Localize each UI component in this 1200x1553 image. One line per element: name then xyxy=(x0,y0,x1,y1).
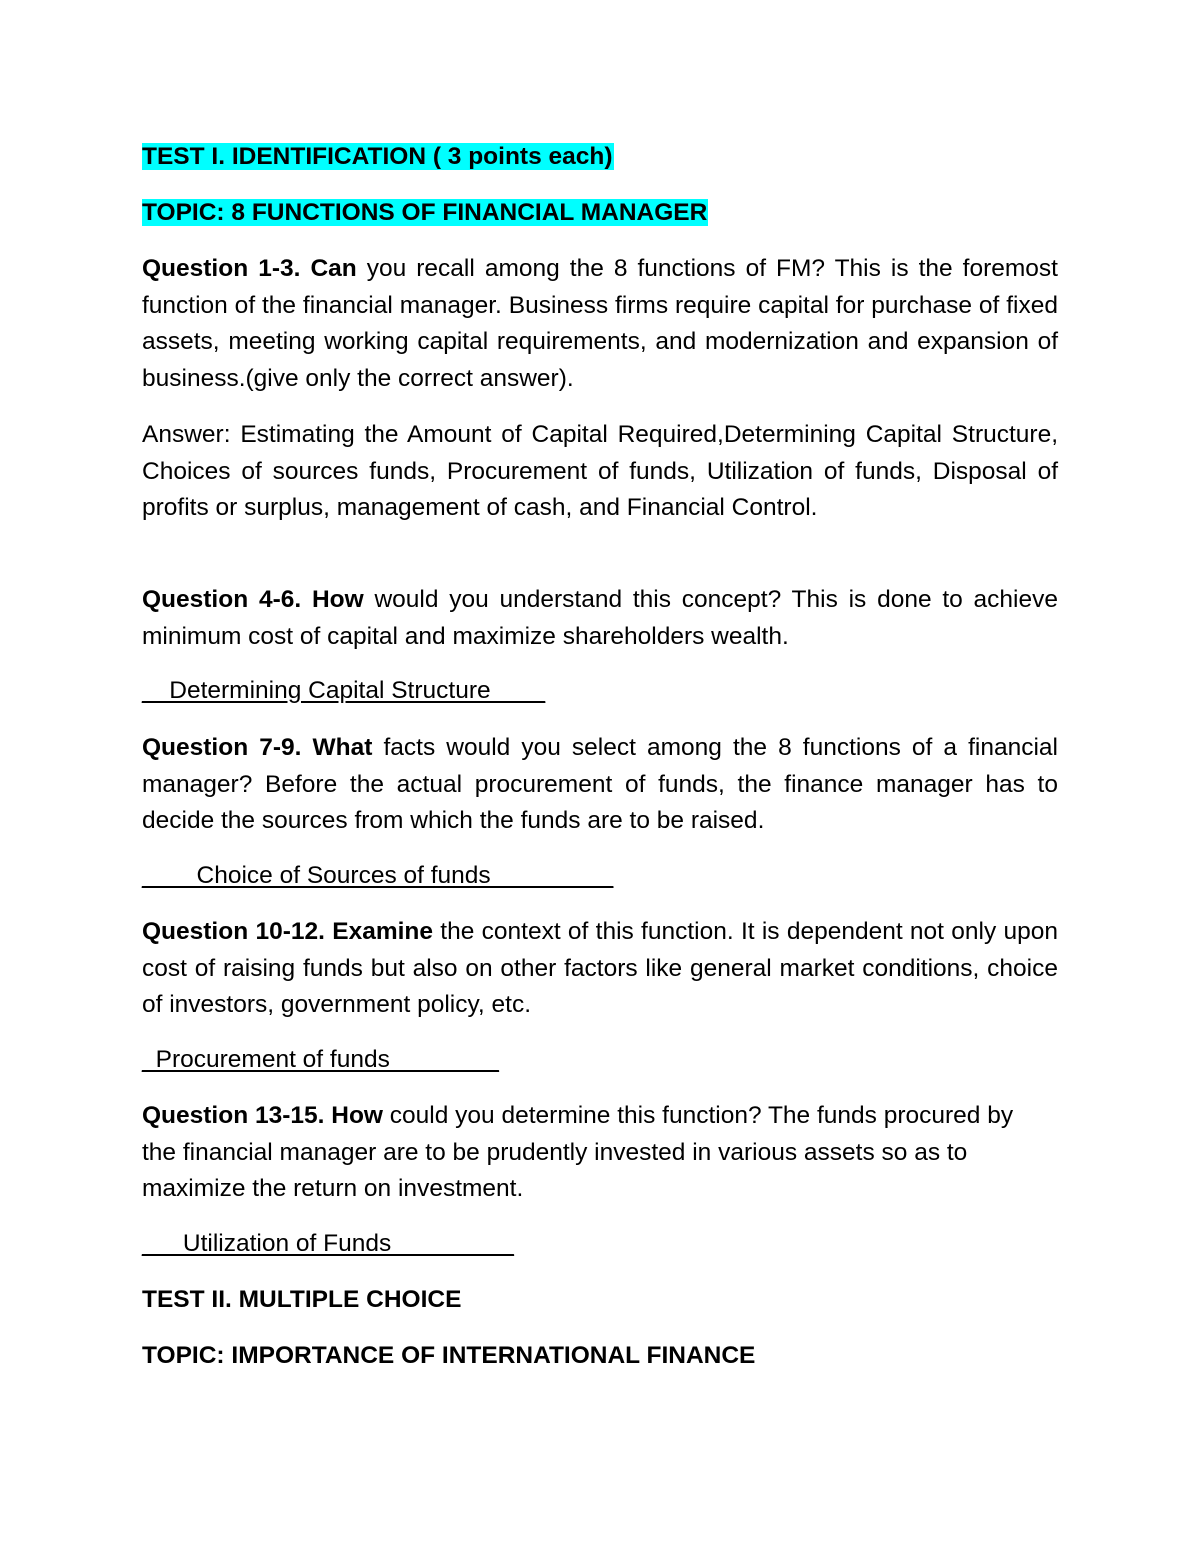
question-text: the context of this function. It is dependent not only upon cost of raising funds but also on other factors like general market conditions, choice of investors, government policy, etc. xyxy=(142,918,1059,1018)
test1-topic-highlight: TOPIC: 8 FUNCTIONS OF FINANCIAL MANAGER xyxy=(142,199,708,226)
answer-7-9: ____Choice of Sources of funds_________ xyxy=(142,862,614,889)
question-text: facts would you select among the 8 functions of a financial manager? Before the actual procurement of funds, the finance manager has to decide the sources from which the funds are to be raised. xyxy=(142,734,1058,834)
question-text: would you understand this concept? This is done to achieve minimum cost of capital and maximize shareholders wealth. xyxy=(142,586,1058,650)
question-4-6 xyxy=(142,582,1058,655)
answer-13-15: ___Utilization of Funds_________ xyxy=(142,1230,514,1257)
question-verb: What xyxy=(312,734,373,761)
question-text: could you determine this function? The funds procured by the financial manager are to be prudently invested in various assets so as to maximize the return on investment. xyxy=(142,1102,1014,1202)
question-verb: Examine xyxy=(332,918,434,945)
question-label: Question 4-6. xyxy=(142,586,302,613)
question-label: Question 7-9. xyxy=(142,734,302,761)
question-10-12 xyxy=(142,914,1058,1024)
test1-title xyxy=(142,139,614,175)
question-13-15 xyxy=(142,1098,1042,1208)
question-label: Question 1-3. xyxy=(142,255,301,282)
test2-title: TEST II. MULTIPLE CHOICE xyxy=(142,1286,462,1313)
question-verb: Can xyxy=(310,255,357,282)
question-verb: How xyxy=(331,1102,383,1129)
question-7-9 xyxy=(142,730,1058,840)
question-label: Question 13-15. xyxy=(142,1102,325,1129)
question-label: Question 10-12. xyxy=(142,918,325,945)
answer-10-12: _Procurement of funds________ xyxy=(142,1046,499,1073)
answer-4-6: __Determining Capital Structure____ xyxy=(142,677,546,704)
question-text: you recall among the 8 functions of FM? This is the foremost function of the financial manager. Business firms require capital for purchase of fixed assets, meeting working capital requirements, and modernization and expansion of business.(give only the correct answer). xyxy=(142,255,1058,392)
test1-topic xyxy=(142,195,708,231)
test2-topic: TOPIC: IMPORTANCE OF INTERNATIONAL FINANCE xyxy=(142,1342,756,1369)
test1-title-highlight: TEST I. IDENTIFICATION ( 3 points each) xyxy=(142,143,613,170)
question-verb: How xyxy=(311,586,364,613)
question-1-3 xyxy=(142,251,1058,397)
answer-1-3: Answer: Estimating the Amount of Capital Required,Determining Capital Structure, Choices of sources funds, Procurement of funds, Utilization of funds, Disposal of profits or surplus, management of cash, and Financial Control. xyxy=(142,421,1058,521)
